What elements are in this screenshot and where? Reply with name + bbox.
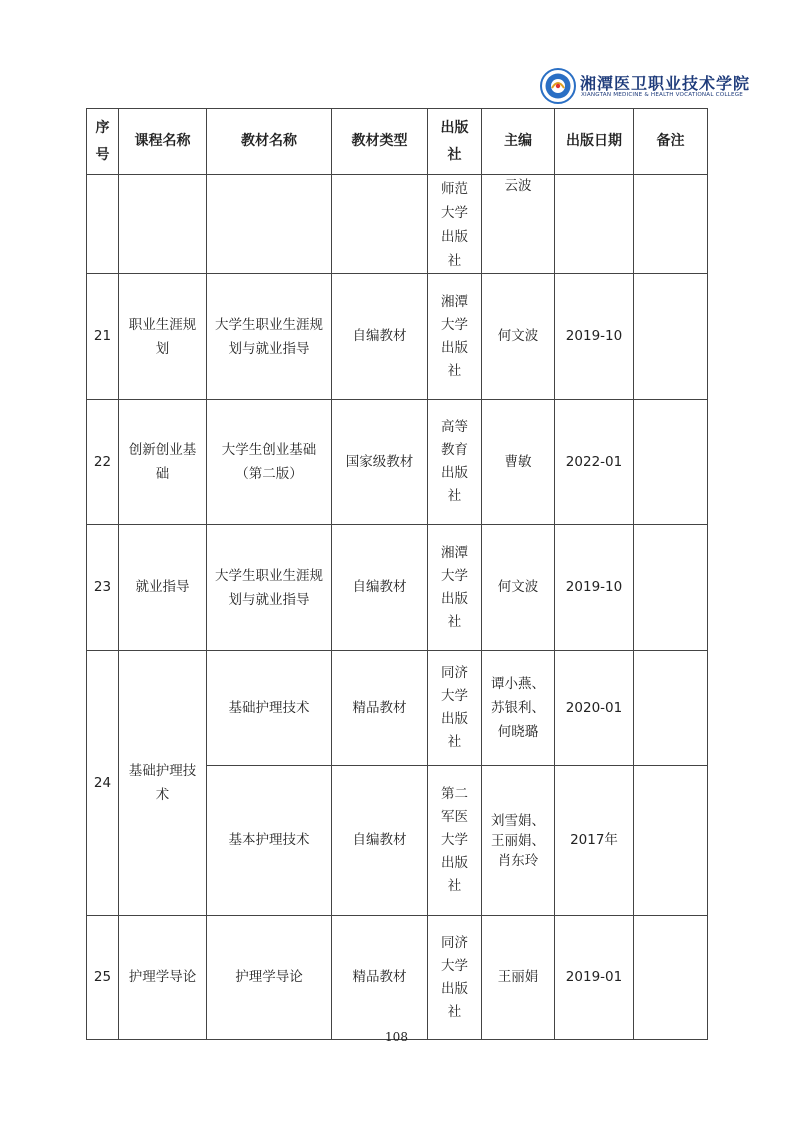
header-editor: 主编 [482, 109, 555, 175]
cell-no: 22 [87, 400, 119, 525]
cell-publisher: 师范大学出版社 [428, 175, 482, 274]
cell-textbook: 大学生职业生涯规划与就业指导 [207, 274, 332, 400]
cell-type: 自编教材 [332, 525, 428, 651]
table-row [87, 274, 708, 400]
cell-no: 25 [87, 916, 119, 1040]
cell-date: 2020-01 [555, 651, 634, 766]
cell-no: 23 [87, 525, 119, 651]
header-textbook: 教材名称 [207, 109, 332, 175]
cell-type: 精品教材 [332, 651, 428, 766]
cell-editor: 谭小燕、苏银利、何晓璐 [482, 651, 555, 766]
cell-date [555, 175, 634, 274]
cell-editor: 何文波 [482, 525, 555, 651]
cell-remark [634, 525, 708, 651]
header-publisher: 出版社 [428, 109, 482, 175]
table-row [87, 175, 708, 274]
cell-course: 创新创业基础 [119, 400, 207, 525]
table-row [87, 651, 708, 766]
cell-remark [634, 916, 708, 1040]
cell-textbook: 大学生创业基础（第二版） [207, 400, 332, 525]
cell-textbook: 大学生职业生涯规划与就业指导 [207, 525, 332, 651]
cell-textbook [207, 175, 332, 274]
school-name-cn: 湘潭医卫职业技术学院 [580, 74, 751, 93]
table-row [87, 400, 708, 525]
cell-remark [634, 175, 708, 274]
cell-publisher: 湘潭大学出版社 [428, 525, 482, 651]
cell-publisher: 湘潭大学出版社 [428, 274, 482, 400]
cell-course: 护理学导论 [119, 916, 207, 1040]
cell-course: 基础护理技术 [119, 651, 207, 916]
cell-course: 职业生涯规划 [119, 274, 207, 400]
cell-publisher: 第二军医大学出版社 [428, 766, 482, 916]
header-date: 出版日期 [555, 109, 634, 175]
cell-type: 自编教材 [332, 766, 428, 916]
header-no: 序号 [87, 109, 119, 175]
cell-remark [634, 400, 708, 525]
cell-remark [634, 651, 708, 766]
cell-type: 国家级教材 [332, 400, 428, 525]
cell-editor: 曹敏 [482, 400, 555, 525]
cell-textbook: 基本护理技术 [207, 766, 332, 916]
header-type: 教材类型 [332, 109, 428, 175]
cell-no [87, 175, 119, 274]
header-remark: 备注 [634, 109, 708, 175]
cell-editor: 云波 [482, 175, 555, 274]
cell-date: 2019-10 [555, 525, 634, 651]
cell-type [332, 175, 428, 274]
cell-type: 自编教材 [332, 274, 428, 400]
cell-editor: 王丽娟 [482, 916, 555, 1040]
cell-publisher: 同济大学出版社 [428, 916, 482, 1040]
college-emblem-icon [540, 68, 576, 104]
cell-date: 2017年 [555, 766, 634, 916]
header-course: 课程名称 [119, 109, 207, 175]
table-row [87, 916, 708, 1040]
cell-remark [634, 766, 708, 916]
cell-date: 2019-01 [555, 916, 634, 1040]
college-logo [540, 68, 751, 108]
cell-type: 精品教材 [332, 916, 428, 1040]
cell-editor: 何文波 [482, 274, 555, 400]
cell-publisher: 高等教育出版社 [428, 400, 482, 525]
cell-remark [634, 274, 708, 400]
cell-textbook: 基础护理技术 [207, 651, 332, 766]
cell-editor: 刘雪娟、王丽娟、肖东玲 [482, 766, 555, 916]
page-number: 108 [385, 1030, 408, 1044]
cell-date: 2022-01 [555, 400, 634, 525]
cell-textbook: 护理学导论 [207, 916, 332, 1040]
table-header-row [87, 109, 708, 175]
cell-course: 就业指导 [119, 525, 207, 651]
cell-course [119, 175, 207, 274]
cell-date: 2019-10 [555, 274, 634, 400]
cell-no: 21 [87, 274, 119, 400]
table-row [87, 525, 708, 651]
textbook-table [86, 108, 708, 1040]
cell-publisher: 同济大学出版社 [428, 651, 482, 766]
school-name-en: XIANGTAN MEDICINE & HEALTH VOCATIONAL COLLEGE [581, 92, 743, 98]
cell-no: 24 [87, 651, 119, 916]
